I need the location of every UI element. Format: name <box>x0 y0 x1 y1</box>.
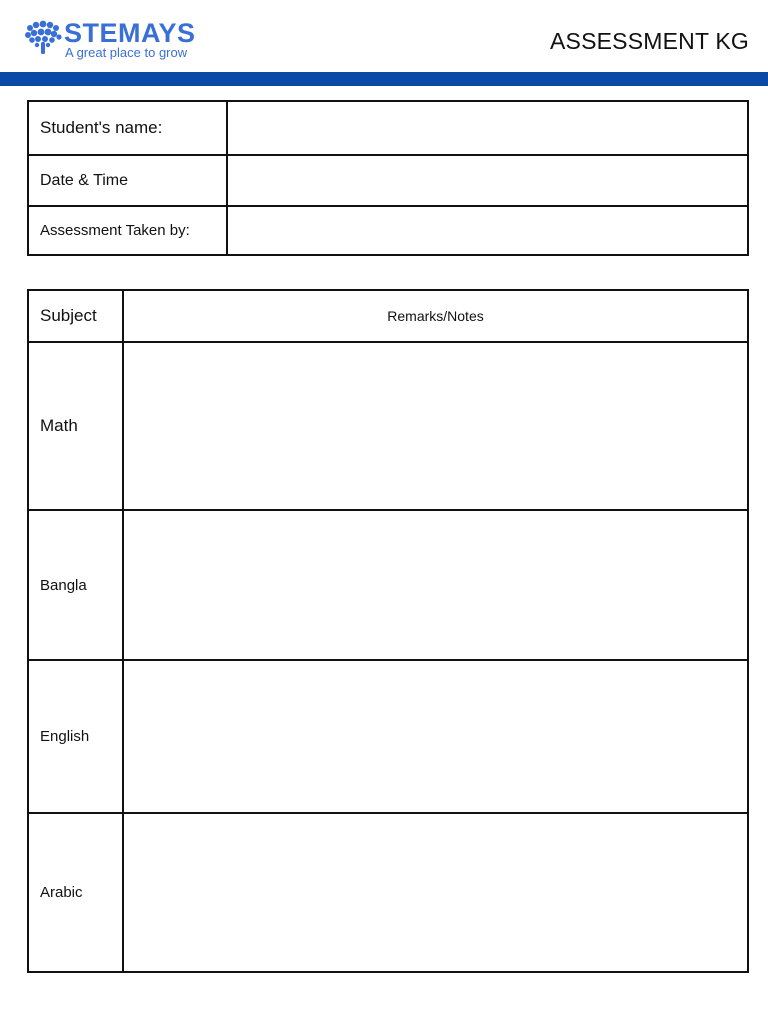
student-name-field[interactable] <box>227 101 748 155</box>
assessor-label: Assessment Taken by: <box>28 206 227 255</box>
subject-math-label: Math <box>28 342 123 510</box>
subject-bangla-label: Bangla <box>28 510 123 660</box>
table-header-row <box>28 290 748 342</box>
tree-icon <box>24 20 62 56</box>
table-row <box>28 155 748 206</box>
table-row <box>28 206 748 255</box>
table-row <box>28 342 748 510</box>
page-title: ASSESSMENT KG <box>549 28 749 54</box>
header-accent-bar <box>0 72 768 86</box>
table-row <box>28 101 748 155</box>
arabic-remarks-field[interactable] <box>123 813 748 972</box>
table-row <box>28 510 748 660</box>
brand-logo <box>24 18 224 62</box>
assessor-field[interactable] <box>227 206 748 255</box>
table-row <box>28 660 748 813</box>
english-remarks-field[interactable] <box>123 660 748 813</box>
table-row <box>28 813 748 972</box>
math-remarks-field[interactable] <box>123 342 748 510</box>
student-info-table <box>27 100 749 256</box>
date-time-label: Date & Time <box>28 155 227 206</box>
bangla-remarks-field[interactable] <box>123 510 748 660</box>
brand-tagline: A great place to grow <box>65 45 188 60</box>
subject-column-header: Subject <box>28 290 123 342</box>
subject-english-label: English <box>28 660 123 813</box>
student-name-label: Student's name: <box>28 101 227 155</box>
date-time-field[interactable] <box>227 155 748 206</box>
brand-name: STEMAYS <box>64 18 196 48</box>
remarks-column-header: Remarks/Notes <box>123 290 748 342</box>
subject-arabic-label: Arabic <box>28 813 123 972</box>
subject-remarks-table <box>27 289 749 973</box>
